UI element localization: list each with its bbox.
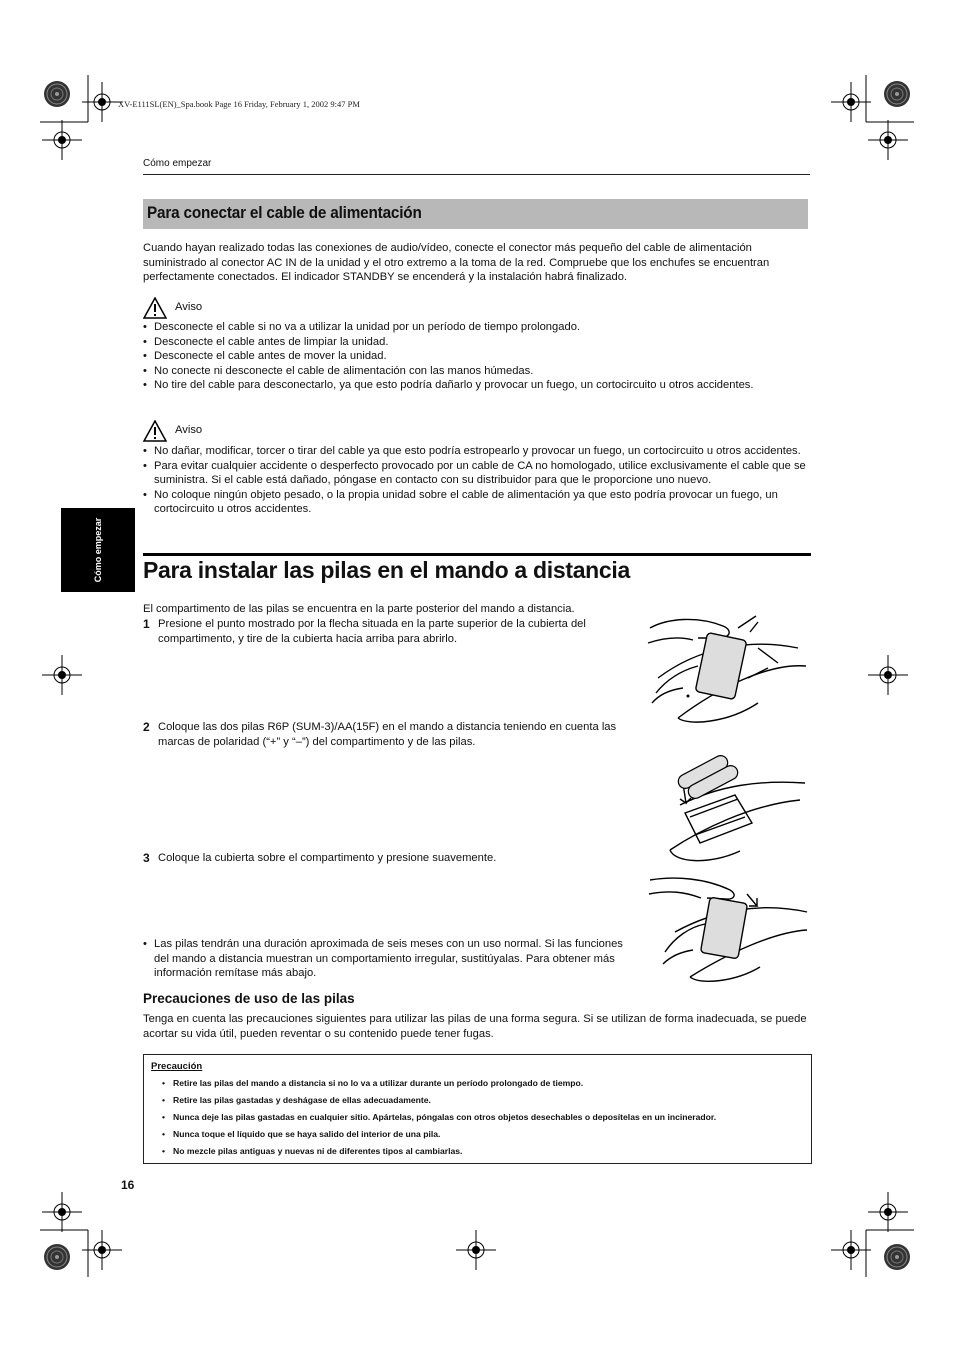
list-item: • No mezcle pilas antiguas y nuevas ni de diferentes tipos al cambiarlas.: [162, 1143, 807, 1160]
list-item: • Nunca toque el líquido que se haya salido del interior de una pila.: [162, 1126, 807, 1143]
remote-insert-batteries-illustration: [660, 755, 810, 867]
warning-label: Aviso: [175, 301, 203, 313]
section-heading-bar: [143, 199, 808, 229]
step-text: Coloque la cubierta sobre el compartimento y presione suavemente.: [158, 852, 497, 864]
step-text: Coloque las dos pilas R6P (SUM-3)/AA(15F) en el mando a distancia teniendo en cuenta las marcas de polaridad (“+” y “–”) del compartimento y de las pilas.: [158, 721, 617, 748]
step-text: Presione el punto mostrado por la flecha situada en la parte superior de la cubierta del compartimento, y tire de la cubierta hacia arriba para abrirlo.: [158, 618, 586, 645]
remote-close-cover-illustration: [645, 872, 810, 987]
subsection-intro: Tenga en cuenta las precauciones siguientes para utilizar las pilas de una forma segura. Si se utilizan de forma inadecuada, se puede acortar su vida útil, pueden reventar o su contenido puede tener fugas.: [143, 1013, 807, 1040]
list-item: • No coloque ningún objeto pesado, o la propia unidad sobre el cable de alimentación ya que esto podría provocar un fuego, un cortocircuito u otros accidentes.: [143, 488, 811, 517]
section-title: Para instalar las pilas en el mando a distancia: [143, 557, 631, 583]
list-item: • Las pilas tendrán una duración aproximada de seis meses con un uso normal. Si las funciones del mando a distancia muestran un comportamiento irregular, sustitúyalas. Para obtener más información remítase más abajo.: [143, 937, 633, 981]
caution-list: [162, 1075, 807, 1160]
list-item: • No tire del cable para desconectarlo, ya que esto podría dañarlo y provocar un fuego, un cortocircuito u otros accidentes.: [143, 378, 811, 393]
warning-list-1: [143, 320, 811, 393]
step-number: 3: [143, 851, 150, 865]
list-item: • Desconecte el cable si no va a utilizar la unidad por un período de tiempo prolongado.: [143, 320, 811, 335]
running-head: Cómo empezar: [143, 158, 212, 169]
page-number: 16: [121, 1178, 135, 1192]
list-item: • Para evitar cualquier accidente o desperfecto provocado por un cable de CA no homologado, utilice exclusivamente el cable que se suministra. Si el cable está dañado, póngase en contacto con su distribuidor para que le proporcione uno nuevo.: [143, 459, 811, 488]
subsection-title: Precauciones de uso de las pilas: [143, 991, 355, 1006]
warning-icon: [143, 297, 167, 319]
warning-label: Aviso: [175, 424, 203, 436]
caution-title: Precaución: [151, 1061, 203, 1072]
remote-open-cover-illustration: [638, 608, 808, 726]
warning-icon: [143, 420, 167, 442]
battery-note-list: [143, 937, 633, 981]
section-rule: [143, 553, 811, 556]
list-item: • No conecte ni desconecte el cable de alimentación con las manos húmedas.: [143, 364, 811, 379]
header-rule: [143, 174, 810, 175]
list-item: • Retire las pilas gastadas y deshágase de ellas adecuadamente.: [162, 1092, 807, 1109]
section-intro: El compartimento de las pilas se encuentra en la parte posterior del mando a distancia.: [143, 603, 575, 615]
list-item: • Nunca deje las pilas gastadas en cualquier sitio. Apártelas, póngalas con otros objetos desechables o deposítelas en un incinerador.: [162, 1109, 807, 1126]
step-1: [143, 617, 623, 646]
section-intro: Cuando hayan realizado todas las conexiones de audio/vídeo, conecte el conector más pequeño del cable de alimentación suministrado al conector AC IN de la unidad y el otro extremo a la toma de la red. Compruebe que los enchufes se encuentran perfectamente conectados. El indicador STANDBY se encenderá y la instalación habrá finalizado.: [143, 242, 770, 283]
step-number: 1: [143, 617, 150, 631]
step-2: [143, 720, 623, 749]
step-number: 2: [143, 720, 150, 734]
step-3: [143, 851, 623, 866]
list-item: • Retire las pilas del mando a distancia si no lo va a utilizar durante un período prolongado de tiempo.: [162, 1075, 807, 1092]
file-info: XV-E111SL(EN)_Spa.book Page 16 Friday, February 1, 2002 9:47 PM: [118, 99, 360, 109]
list-item: • Desconecte el cable antes de mover la unidad.: [143, 349, 811, 364]
side-tab-label: Cómo empezar: [93, 517, 103, 583]
section-title: Para conectar el cable de alimentación: [147, 203, 422, 222]
list-item: • No dañar, modificar, torcer o tirar del cable ya que esto podría estropearlo y provocar un fuego, un cortocircuito u otros accidentes.: [143, 444, 811, 459]
warning-list-2: [143, 444, 811, 517]
caution-box: [143, 1054, 812, 1164]
list-item: • Desconecte el cable antes de limpiar la unidad.: [143, 335, 811, 350]
side-tab: [61, 508, 135, 592]
